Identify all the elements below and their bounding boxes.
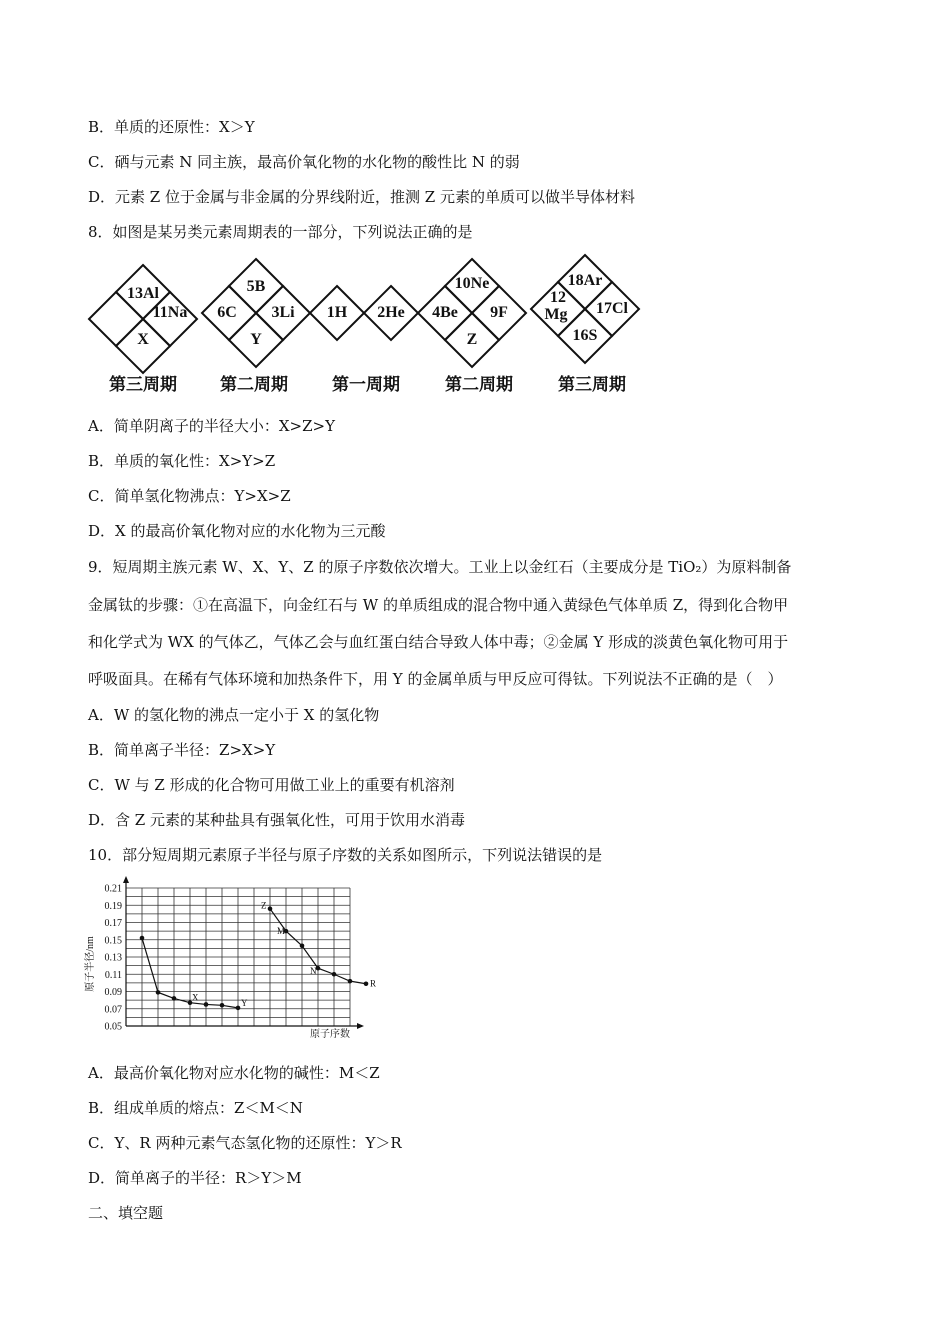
y-tick-label: 0.21 <box>104 883 122 895</box>
data-point <box>156 990 161 995</box>
cell-13al: 13Al <box>127 285 159 302</box>
cell-9f: 9F <box>490 304 508 321</box>
cell-y: Y <box>250 331 262 348</box>
option-8d: D．X 的最高价氧化物对应的水化物为三元酸 <box>88 522 386 540</box>
option-10b: B．组成单质的熔点：Z＜M＜N <box>88 1099 303 1117</box>
data-point <box>204 1002 209 1007</box>
question-9-line-2: 金属钛的步骤：①在高温下，向金红石与 W 的单质组成的混合物中通入黄绿色气体单质 Z，得到化合物甲 <box>88 596 789 614</box>
option-9c: C．W 与 Z 形成的化合物可用做工业上的重要有机溶剂 <box>88 776 455 794</box>
y-tick-label: 0.17 <box>104 918 122 929</box>
cell-18ar: 18Ar <box>567 272 603 289</box>
option-10c: C．Y、R 两种元素气态氢化物的还原性：Y＞R <box>88 1134 402 1152</box>
data-point <box>172 996 177 1001</box>
y-tick-label: 0.05 <box>104 1021 122 1033</box>
data-point <box>140 936 145 941</box>
question-9-line-1: 9．短周期主族元素 W、X、Y、Z 的原子序数依次增大。工业上以金红石（主要成分是 TiO₂）为原料制备 <box>88 558 792 576</box>
y-tick-label: 0.15 <box>104 935 122 947</box>
period-label-3: 第一周期 <box>332 375 400 394</box>
point-label-z: Z <box>261 900 267 911</box>
y-tick-label: 0.13 <box>104 952 122 964</box>
cell-17cl: 17Cl <box>596 300 628 317</box>
cell-3li: 3Li <box>271 304 295 321</box>
y-tick-label: 0.09 <box>104 987 122 998</box>
point-label-n: N <box>310 966 317 977</box>
y-axis-arrow <box>123 876 129 883</box>
cell-2he: 2He <box>377 304 405 321</box>
x-axis-arrow <box>357 1023 364 1029</box>
cell-5b: 5B <box>246 278 266 295</box>
section-heading-fill-in: 二、填空题 <box>88 1204 164 1222</box>
option-10a: A．最高价氧化物对应水化物的碱性：M＜Z <box>88 1064 380 1082</box>
option-10d: D．简单离子的半径：R＞Y＞M <box>88 1169 302 1187</box>
option-9d: D．含 Z 元素的某种盐具有强氧化性，可用于饮用水消毒 <box>88 811 465 829</box>
question-8: 8．如图是某另类元素周期表的一部分，下列说法正确的是 <box>88 223 473 241</box>
option-7d: D．元素 Z 位于金属与非金属的分界线附近，推测 Z 元素的单质可以做半导体材料 <box>88 188 635 206</box>
data-point <box>268 906 273 911</box>
chart-x-label: 原子序数 <box>310 1029 350 1040</box>
option-7b: B．单质的还原性：X＞Y <box>88 118 255 136</box>
data-point <box>300 943 305 948</box>
data-point <box>332 972 337 977</box>
point-label-r: R <box>370 978 377 989</box>
cell-mg: Mg <box>544 306 568 323</box>
y-tick-label: 0.19 <box>104 900 122 912</box>
point-label-m: M <box>277 926 286 937</box>
question-10: 10．部分短周期元素原子半径与原子序数的关系如图所示，下列说法错误的是 <box>88 846 603 864</box>
cell-1h: 1H <box>326 304 348 321</box>
chart-y-ticks <box>105 884 123 1033</box>
chart-y-label: 原子半径/nm <box>85 936 96 992</box>
option-9a: A．W 的氢化物的沸点一定小于 X 的氢化物 <box>88 706 380 724</box>
cell-12: 12 <box>550 289 566 306</box>
cell-10ne: 10Ne <box>454 275 490 292</box>
y-tick-label: 0.11 <box>104 969 122 981</box>
period-label-1: 第三周期 <box>109 375 177 394</box>
data-point <box>364 981 369 986</box>
option-9b: B．简单离子半径：Z>X>Y <box>88 741 276 759</box>
question-9-line-3: 和化学式为 WX 的气体乙，气体乙会与血红蛋白结合导致人体中毒；②金属 Y 形成的淡黄色氧化物可用于 <box>88 633 789 651</box>
option-8c: C．简单氢化物沸点：Y>X>Z <box>88 487 291 505</box>
cell-x: X <box>137 331 149 348</box>
option-8b: B．单质的氧化性：X>Y>Z <box>88 452 276 470</box>
periodic-table-figure <box>86 255 646 395</box>
period-label-5: 第三周期 <box>558 375 626 394</box>
question-9-line-4: 呼吸面具。在稀有气体环境和加热条件下，用 Y 的金属单质与甲反应可得钛。下列说法不正确的是（ ） <box>88 670 783 688</box>
option-8a: A．简单阴离子的半径大小：X>Z>Y <box>88 417 335 435</box>
atomic-radius-chart <box>82 874 377 1049</box>
data-point <box>220 1003 225 1008</box>
cell-6c: 6C <box>217 304 237 321</box>
data-point <box>348 979 353 984</box>
cell-11na: 11Na <box>152 304 188 321</box>
cell-16s: 16S <box>572 327 598 344</box>
data-point <box>236 1006 241 1011</box>
cell-4be: 4Be <box>432 304 458 321</box>
cell-z: Z <box>466 331 478 348</box>
y-tick-label: 0.07 <box>104 1004 122 1016</box>
period-label-2: 第二周期 <box>220 375 288 394</box>
point-label-y: Y <box>241 997 248 1008</box>
point-label-x: X <box>192 992 199 1003</box>
period-label-4: 第二周期 <box>445 375 513 394</box>
option-7c: C．硒与元素 N 同主族，最高价氧化物的水化物的酸性比 N 的弱 <box>88 153 520 171</box>
